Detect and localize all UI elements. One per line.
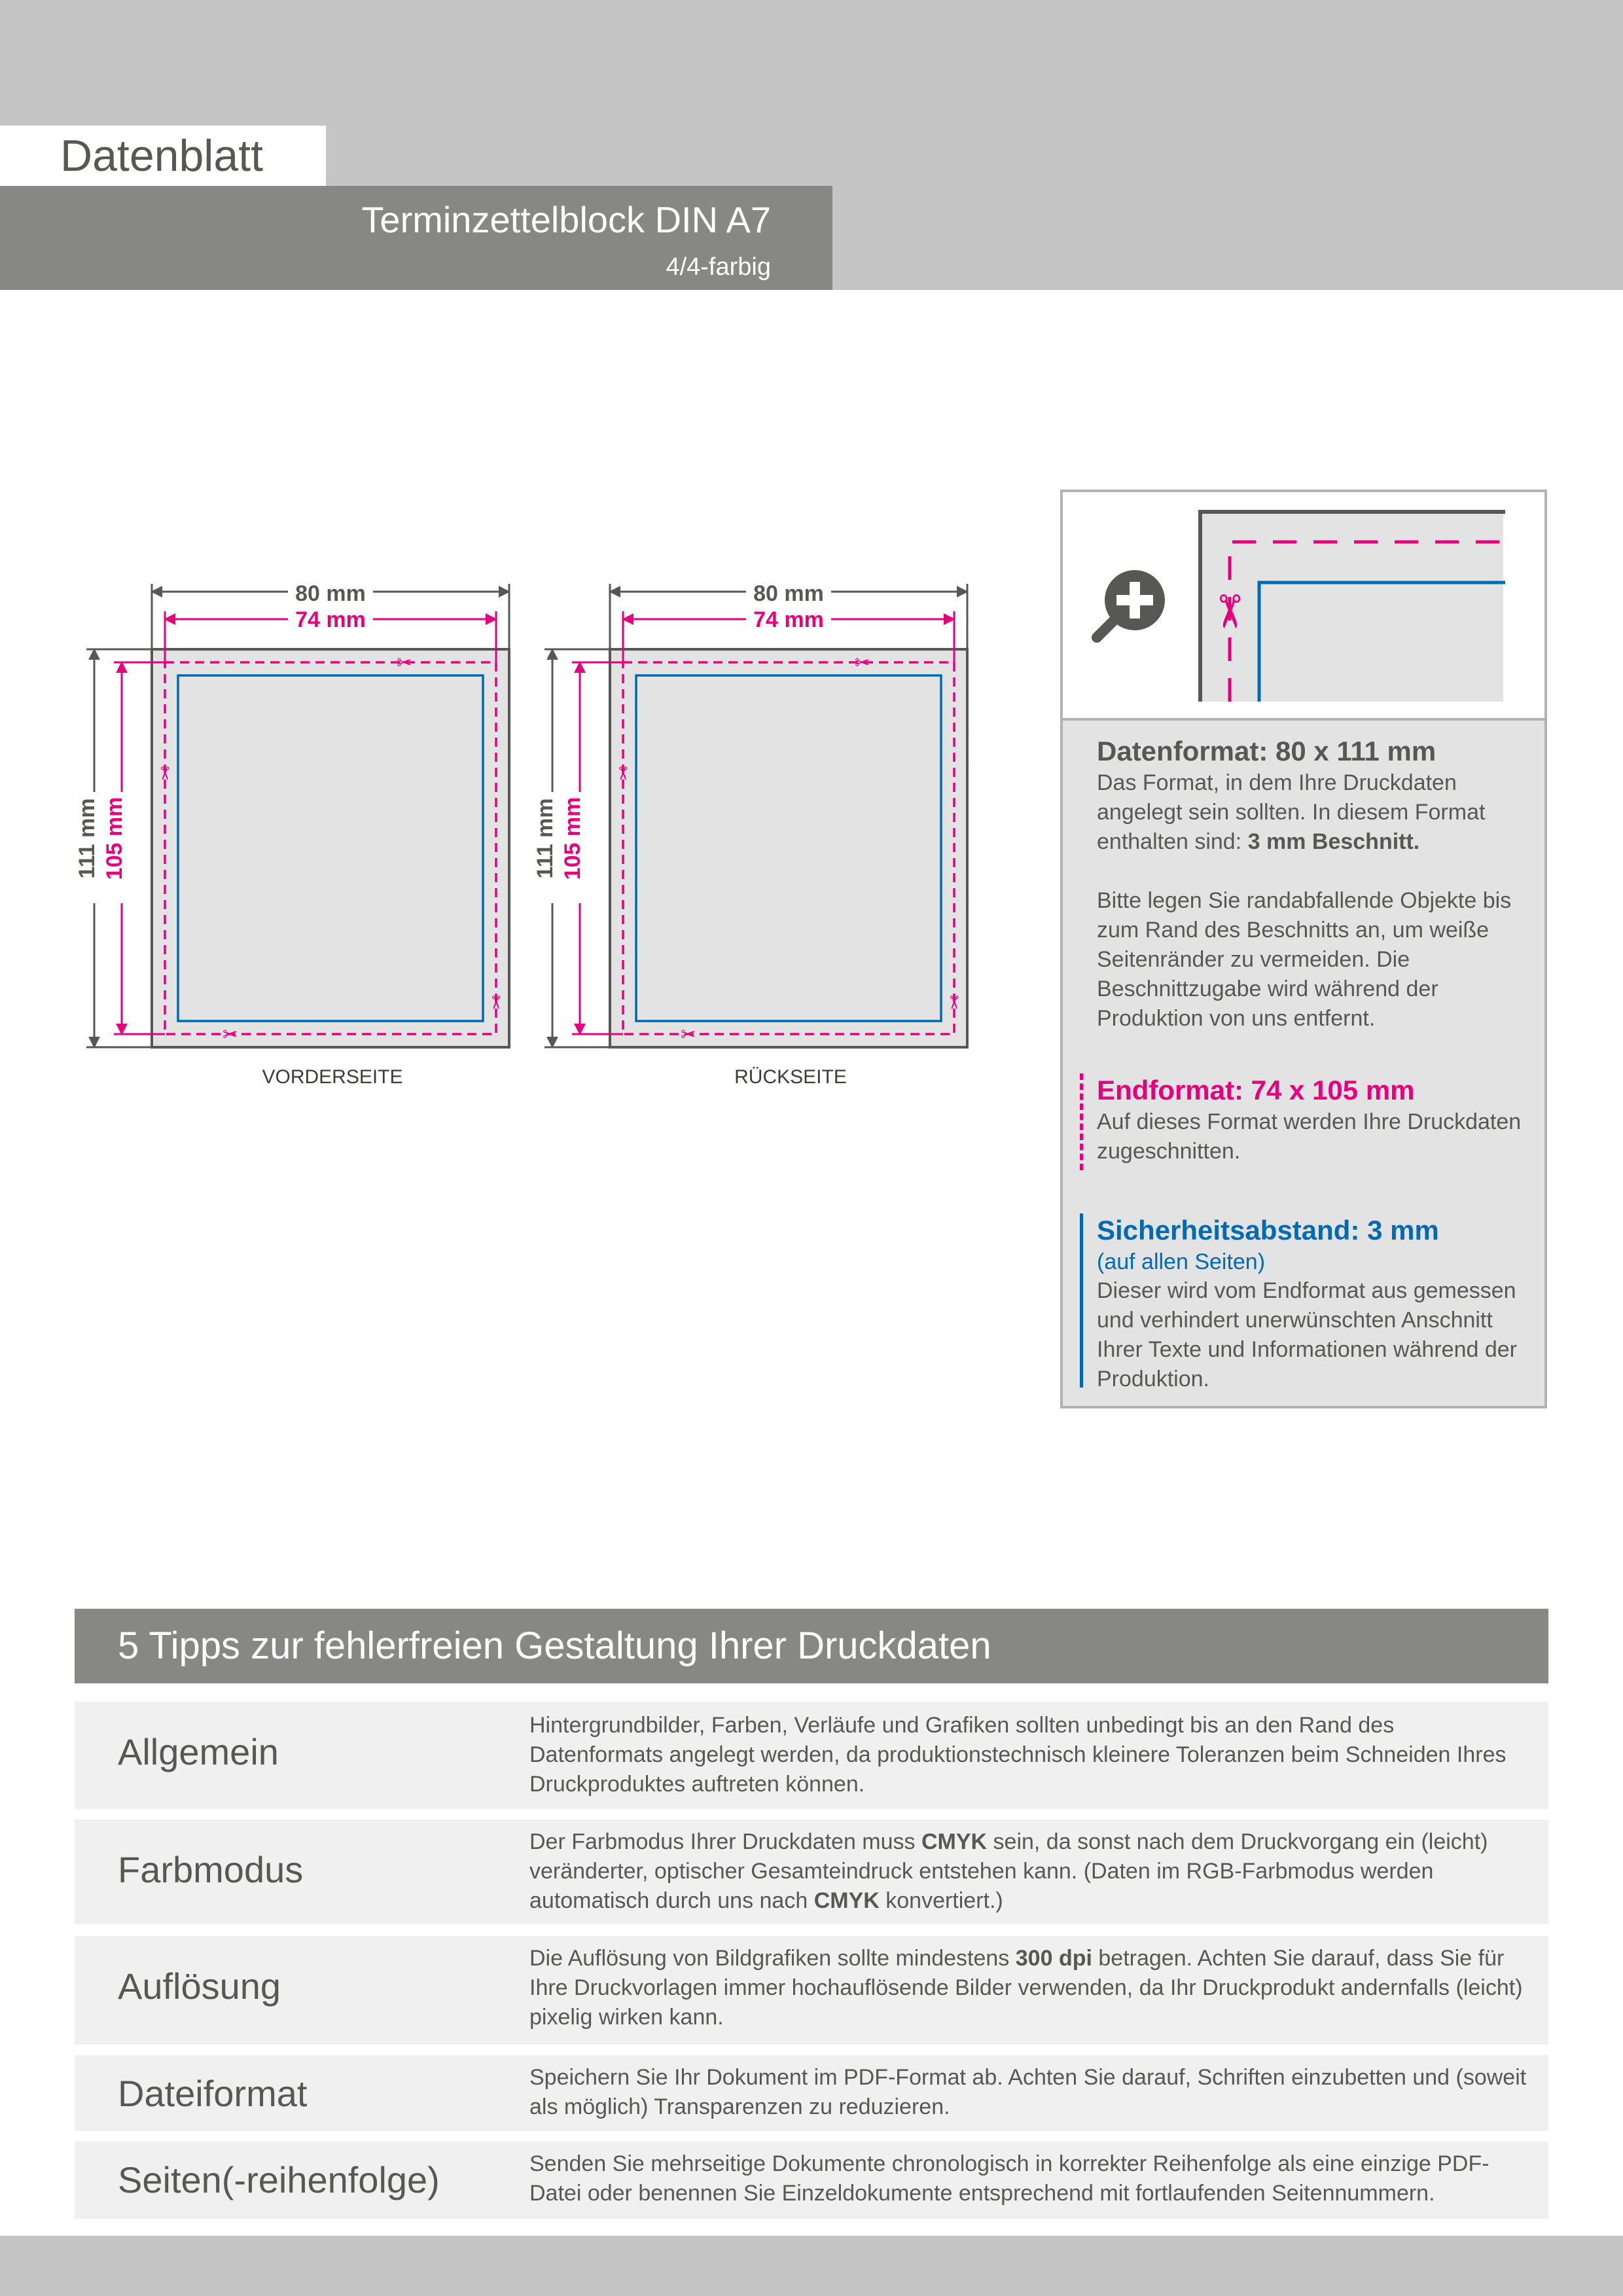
datenformat-section [1097,734,1529,1033]
sicherheit-section [1097,1213,1529,1394]
scissors-icon: ✂ [1204,592,1255,631]
tips-heading: 5 Tipps zur fehlerfreien Gestaltung Ihrer Druckdaten [118,1624,991,1667]
tip-text: Der Farbmodus Ihrer Druckdaten muss CMYK sein, da sonst nach dem Druckvorgang ein (leicht) veränderter, optischer Gesamteindruck entstehen kann. (Daten im RGB-Farbmodus werden automatisch durch uns nach CMYK konvertiert.) [529,1829,1488,1913]
tips-header [75,1609,1548,1683]
back-width-data: 80 mm [753,581,824,606]
tip-row-dateiformat [75,2055,1548,2131]
front-width-final: 74 mm [295,607,366,632]
scissors-icon: ✂ [397,653,412,673]
scissors-icon: ✂ [944,995,964,1011]
product-name: Terminzettelblock DIN A7 [361,199,771,240]
tip-label: Dateiformat [118,2073,308,2114]
datenformat-bleed-text: Bitte legen Sie randabfallende Objekte bis zum Rand des Beschnitts an, um weiße Seitenränder zu vermeiden. Die Beschnittzugabe wird während der Produktion von uns entfernt. [1097,888,1512,1031]
back-data-format-rect [610,649,967,1047]
scissors-icon: ✂ [486,995,506,1011]
zoom-detail [1063,492,1544,721]
scissors-icon: ✂ [223,1024,238,1045]
datenformat-heading: Datenformat: 80 x 111 mm [1097,736,1436,766]
back-width-final: 74 mm [753,607,824,632]
tip-text: Hintergrundbilder, Farben, Verläufe und Grafiken sollten unbedingt bis an den Rand des Datenformats angelegt werden, da produktionstechnisch kleinere Toleranzen beim Schneiden Ihres Druckproduktes auftreten können. [529,1713,1507,1797]
front-height-data: 111 mm [75,798,99,879]
color-mode: 4/4-farbig [666,253,771,281]
front-height-final: 105 mm [102,797,127,880]
format-diagrams [0,556,1021,1172]
tip-label: Farbmodus [118,1849,304,1890]
scissors-icon: ✂ [681,1024,696,1045]
scissors-icon: ✂ [613,766,633,781]
sicherheit-text: Dieser wird vom Endformat aus gemessen und verhindert unerwünschten Anschnitt Ihrer Texte und Informationen während der Produktion. [1097,1278,1517,1391]
tip-text: Speichern Sie Ihr Dokument im PDF-Format ab. Achten Sie darauf, Schriften einzubetten und (soweit als möglich) Transparenzen zu reduzieren. [529,2065,1527,2119]
tip-row-aufloesung [75,1936,1548,2045]
endformat-section [1097,1073,1529,1166]
tip-label: Seiten(-reihenfolge) [118,2159,440,2200]
sicherheit-marker [1080,1213,1083,1388]
front-data-format-rect [152,649,509,1047]
tip-row-allgemein [75,1702,1548,1809]
back-diagram [533,581,967,1088]
front-diagram [75,581,509,1088]
scissors-icon: ✂ [855,653,870,673]
back-side-label: RÜCKSEITE [734,1066,847,1088]
zoom-detail-graphic [1063,492,1544,718]
scissors-icon: ✂ [154,766,175,781]
tip-row-seiten [75,2142,1548,2219]
tip-label: Allgemein [118,1731,279,1772]
front-width-data: 80 mm [295,581,366,606]
tip-row-farbmodus [75,1820,1548,1924]
sicherheit-heading: Sicherheitsabstand: 3 mm [1097,1215,1439,1246]
info-panel [1060,490,1547,1408]
tip-text: Die Auflösung von Bildgrafiken sollte mindestens 300 dpi betragen. Achten Sie darauf, dass Sie für Ihre Druckvorlagen immer hochauflösende Bilder verwenden, da Ihr Druckprodukt andernfalls (leicht) pixelig wirken kann. [529,1946,1523,2030]
tip-label: Auflösung [118,1965,281,2007]
sicherheit-subheading: (auf allen Seiten) [1097,1249,1266,1274]
footer-band [0,2236,1623,2296]
tip-text: Senden Sie mehrseitige Dokumente chronologisch in korrekter Reihenfolge als eine einzige PDF-Datei oder benennen Sie Einzeldokumente entsprechend mit fortlaufenden Seitennummern. [529,2151,1489,2206]
endformat-text: Auf dieses Format werden Ihre Druckdaten zugeschnitten. [1097,1109,1522,1164]
magnifier-plus-icon [1097,570,1165,637]
front-side-label: VORDERSEITE [262,1066,403,1088]
endformat-marker [1080,1073,1083,1170]
page-title: Datenblatt [60,131,263,181]
back-height-final: 105 mm [560,797,585,880]
back-height-data: 111 mm [533,798,558,879]
datenformat-text: Das Format, in dem Ihre Druckdaten angelegt sein sollten. In diesem Format enthalten sind: 3 mm Beschnitt. [1097,770,1486,854]
endformat-heading: Endformat: 74 x 105 mm [1097,1075,1415,1105]
